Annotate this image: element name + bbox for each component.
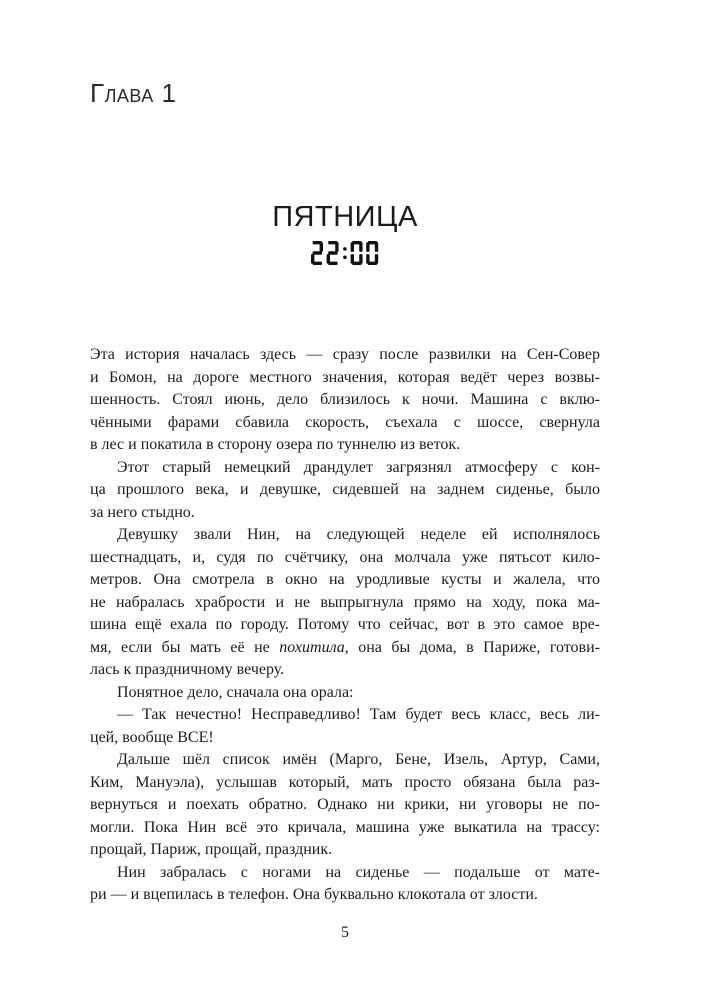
text-line: в лес и покатила в сторону озера по туннелю из веток. xyxy=(90,436,461,453)
paragraph xyxy=(90,524,600,682)
text-line: Ким, Мануэла), услышав который, мать просто обязана была раз- xyxy=(90,773,600,791)
day-heading: ПЯТНИЦА xyxy=(272,201,418,233)
text-line: Нин забралась с ногами на сиденье — подальше от мате- xyxy=(117,863,600,881)
paragraph xyxy=(90,862,600,907)
text-line: шестнадцать, и, судя по счётчику, она молчала уже пятьсот кило- xyxy=(90,548,600,566)
text-line: — Так нечестно! Несправедливо! Там будет весь класс, весь ли- xyxy=(117,706,600,723)
clock-digits xyxy=(311,241,379,265)
body-text xyxy=(90,344,600,907)
text-line: мя, если бы мать её не похитила, она бы дома, в Париже, готови- xyxy=(90,638,601,656)
page-number: 5 xyxy=(341,924,349,941)
text-line: ри — и вцепилась в телефон. Она буквально клокотала от злости. xyxy=(90,886,538,903)
text-line: Эта история началась здесь — сразу после развилки на Сен-Совер xyxy=(90,346,600,363)
digital-clock xyxy=(90,241,600,265)
text-line: Этот старый немецкий драндулет загрязнял атмосферу с кон- xyxy=(117,458,600,476)
text-line: чёнными фарами сбавила скорость, съехала с шоссе, свернула xyxy=(90,413,600,431)
chapter-label: Глава 1 xyxy=(90,78,177,108)
text-line: прощай, Париж, прощай, праздник. xyxy=(90,841,333,858)
text-line: шенность. Стоял июнь, дело близилось к ночи. Машина с вклю- xyxy=(90,391,600,408)
text-line: Дальше шёл список имён (Марго, Бене, Изель, Артур, Сами, xyxy=(117,751,600,768)
text-line: цей, вообще ВСЕ! xyxy=(90,728,214,746)
paragraph xyxy=(90,682,600,705)
paragraph xyxy=(90,457,600,525)
paragraph xyxy=(90,749,600,862)
text-line: не набралась храбрости и не выпрыгнула прямо на ходу, пока ма- xyxy=(90,593,600,611)
text-line: за него стыдно. xyxy=(90,503,195,521)
text-line: лась к праздничному вечеру. xyxy=(90,661,285,678)
text-line: ца прошлого века, и девушке, сидевшей на заднем сиденье, было xyxy=(90,481,600,498)
text-line: могли. Пока Нин всё это кричала, машина уже выкатила на трассу: xyxy=(90,818,600,836)
section-heading xyxy=(90,202,600,265)
text-line: шина ещё ехала по городу. Потому что сейчас, вот в это самое вре- xyxy=(90,616,600,633)
text-line: Понятное дело, сначала она орала: xyxy=(117,683,354,701)
text-line: и Бомон, на дороге местного значения, которая ведёт через возвы- xyxy=(90,368,600,386)
text-line: вернуться и поехать обратно. Однако ни крики, ни уговоры не по- xyxy=(90,796,600,813)
text-line: Девушку звали Нин, на следующей неделе ей исполнялось xyxy=(117,526,600,543)
paragraph xyxy=(90,704,600,749)
paragraph xyxy=(90,344,600,457)
text-line: метров. Она смотрела в окно на уродливые кусты и жалела, что xyxy=(90,571,600,588)
